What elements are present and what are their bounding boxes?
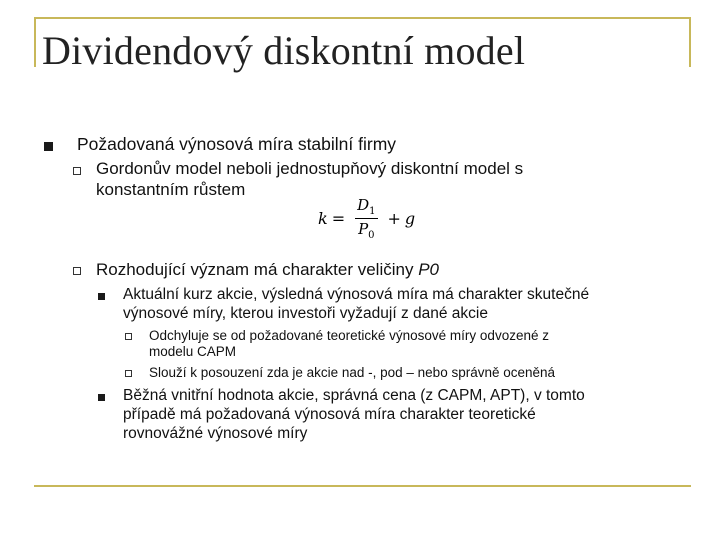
frame-top-line — [34, 17, 691, 19]
numerator-symbol: D — [357, 196, 370, 214]
bullet-text — [149, 328, 549, 360]
text-line: případě má požadovaná výnosová míra charakter teoretické — [123, 406, 536, 423]
formula-fraction — [355, 196, 377, 241]
bullet-text: Slouží k posouzení zda je akcie nad -, pod – nebo správně oceněná — [149, 365, 556, 380]
denominator-symbol: P — [358, 220, 369, 238]
frame-left-line — [34, 17, 36, 67]
denominator-subscript: 0 — [368, 230, 375, 241]
text-line: výnosové míry, kterou investoři vyžadují z dané akcie — [123, 305, 488, 322]
formula-denominator — [356, 220, 376, 241]
text-line: Odchyluje se od požadované teoretické výnosové míry odvozené z — [149, 328, 549, 343]
bullet-hollow-square-icon — [125, 370, 132, 377]
text-line: Gordonův model neboli jednostupňový diskontní model s — [96, 159, 524, 178]
bullet-square-icon — [98, 293, 105, 300]
text-segment: Rozhodující význam má charakter veličiny — [96, 260, 419, 279]
formula-g: g — [404, 209, 416, 228]
bullet-hollow-square-icon — [73, 267, 81, 275]
formula-equals: = — [331, 209, 346, 228]
fraction-bar — [355, 218, 377, 219]
bullet-text — [123, 386, 585, 443]
bullet-hollow-square-icon — [125, 333, 132, 340]
bullet-text — [96, 158, 523, 200]
formula-plus: + — [387, 209, 401, 228]
formula-k: k — [318, 209, 328, 228]
numerator-subscript: 1 — [369, 206, 376, 217]
variable-p0: P0 — [418, 260, 439, 279]
bullet-text — [123, 285, 589, 323]
bullet-square-icon — [98, 394, 105, 401]
formula-numerator — [355, 196, 377, 217]
text-line: modelu CAPM — [149, 344, 237, 359]
bullet-text: Požadovaná výnosová míra stabilní firmy — [77, 134, 397, 154]
text-line: Běžná vnitřní hodnota akcie, správná cena (z CAPM, APT), v tomto — [123, 387, 585, 404]
bullet-hollow-square-icon — [73, 167, 81, 175]
slide-title: Dividendový diskontní model — [42, 28, 526, 73]
bullet-text — [96, 259, 439, 280]
text-line: rovnovážné výnosové míry — [123, 425, 308, 442]
text-line: Aktuální kurz akcie, výsledná výnosová míra má charakter skutečné — [123, 286, 590, 303]
gordon-formula — [318, 196, 415, 241]
bullet-square-icon — [44, 142, 53, 151]
text-line: konstantním růstem — [96, 180, 246, 199]
frame-bottom-line — [34, 485, 691, 487]
frame-right-line — [689, 17, 691, 67]
